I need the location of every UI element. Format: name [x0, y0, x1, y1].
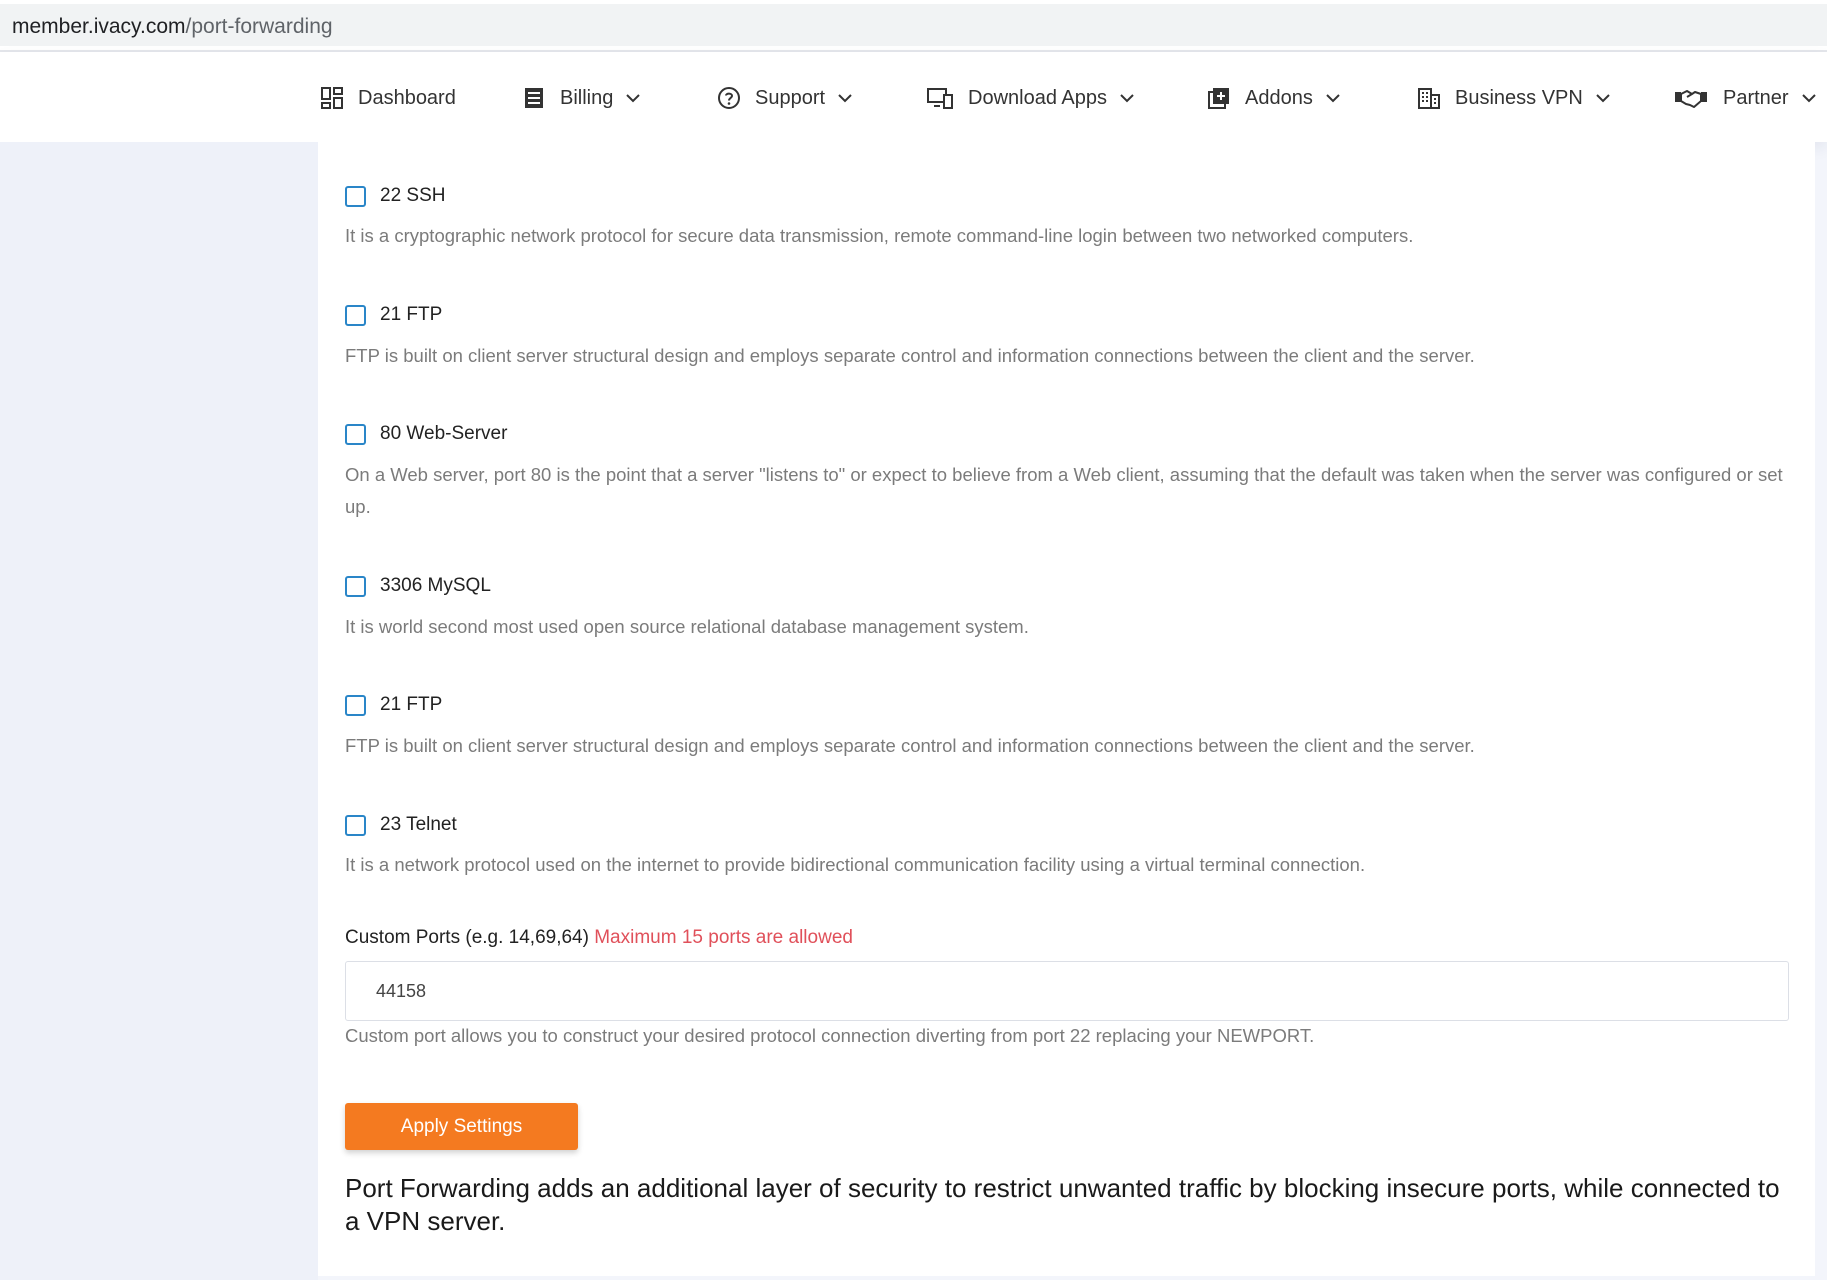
support-icon — [717, 86, 741, 110]
custom-ports-warning: Maximum 15 ports are allowed — [594, 927, 853, 948]
port-option-21-ftp-2[interactable] — [345, 692, 442, 718]
browser-address-bar — [0, 0, 1827, 52]
custom-ports-help: Custom port allows you to construct your desired protocol connection diverting from port 22 replacing your NEWPORT. — [345, 1025, 1315, 1046]
port-label: 80 Web-Server — [380, 423, 508, 444]
port-label: 21 FTP — [380, 304, 443, 325]
custom-ports-label — [345, 927, 853, 949]
nav-item-dashboard[interactable] — [320, 80, 456, 116]
port-description: It is a network protocol used on the internet to provide bidirectional communication facility using a virtual terminal connection. — [345, 854, 1366, 875]
port-label: 21 FTP — [380, 694, 443, 715]
nav-item-partner[interactable] — [1673, 80, 1817, 116]
port-label: 23 Telnet — [380, 814, 457, 835]
port-forwarding-info: Port Forwarding adds an additional layer of security to restrict unwanted traffic by blocking insecure ports, while connected to a VPN server. — [345, 1173, 1780, 1236]
sidebar — [0, 142, 318, 1280]
port-option-21-ftp[interactable] — [345, 302, 442, 328]
port-checkbox[interactable] — [345, 695, 366, 716]
port-checkbox[interactable] — [345, 576, 366, 597]
port-checkbox[interactable] — [345, 815, 366, 836]
addons-icon — [1207, 86, 1231, 110]
port-description: It is world second most used open source relational database management system. — [345, 616, 1029, 637]
nav-item-label: Support — [755, 86, 826, 109]
port-description: FTP is built on client server structural design and employs separate control and information connections between the client and the server. — [345, 345, 1475, 366]
port-checkbox[interactable] — [345, 305, 366, 326]
nav-item-label: Dashboard — [358, 86, 456, 109]
port-option-3306-mysql[interactable] — [345, 573, 491, 599]
url-text[interactable] — [12, 15, 333, 39]
port-option-23-telnet[interactable] — [345, 812, 457, 838]
chevron-down-icon — [1119, 90, 1135, 106]
url-path: /port-forwarding — [185, 15, 333, 38]
nav-item-support[interactable] — [717, 80, 853, 116]
handshake-icon — [1673, 86, 1709, 110]
nav-item-label: Download Apps — [968, 86, 1107, 109]
port-checkbox[interactable] — [345, 424, 366, 445]
chevron-down-icon — [1325, 90, 1341, 106]
nav-item-download-apps[interactable] — [926, 80, 1135, 116]
chevron-down-icon — [1801, 90, 1817, 106]
nav-item-label: Billing — [560, 86, 614, 109]
top-navigation — [0, 52, 1827, 142]
nav-item-addons[interactable] — [1207, 80, 1341, 116]
port-description: FTP is built on client server structural design and employs separate control and information connections between the client and the server. — [345, 735, 1475, 756]
devices-icon — [926, 86, 954, 110]
apply-settings-button[interactable]: Apply Settings — [345, 1103, 578, 1150]
port-label: 22 SSH — [380, 185, 446, 206]
port-checkbox[interactable] — [345, 186, 366, 207]
building-icon — [1417, 86, 1441, 110]
chevron-down-icon — [625, 90, 641, 106]
custom-ports-input[interactable] — [345, 961, 1789, 1021]
chevron-down-icon — [837, 90, 853, 106]
port-description: On a Web server, port 80 is the point that a server "listens to" or expect to believe from a Web client, assuming that the default was taken when the server was configured or set up. — [345, 464, 1783, 517]
port-option-80-web-server[interactable] — [345, 421, 507, 447]
nav-item-label: Addons — [1245, 86, 1313, 109]
url-host: member.ivacy.com — [12, 15, 186, 38]
dashboard-icon — [320, 86, 344, 110]
chevron-down-icon — [1595, 90, 1611, 106]
port-option-22-ssh[interactable] — [345, 183, 445, 209]
nav-item-business-vpn[interactable] — [1417, 80, 1611, 116]
nav-item-label: Business VPN — [1455, 86, 1583, 109]
billing-icon — [522, 86, 546, 110]
nav-item-billing[interactable] — [522, 80, 641, 116]
nav-item-label: Partner — [1723, 86, 1789, 109]
port-description: It is a cryptographic network protocol for secure data transmission, remote command-line login between two networked computers. — [345, 225, 1414, 246]
port-label: 3306 MySQL — [380, 575, 491, 596]
custom-ports-label-text: Custom Ports (e.g. 14,69,64) — [345, 927, 589, 948]
url-field[interactable] — [0, 4, 1827, 46]
